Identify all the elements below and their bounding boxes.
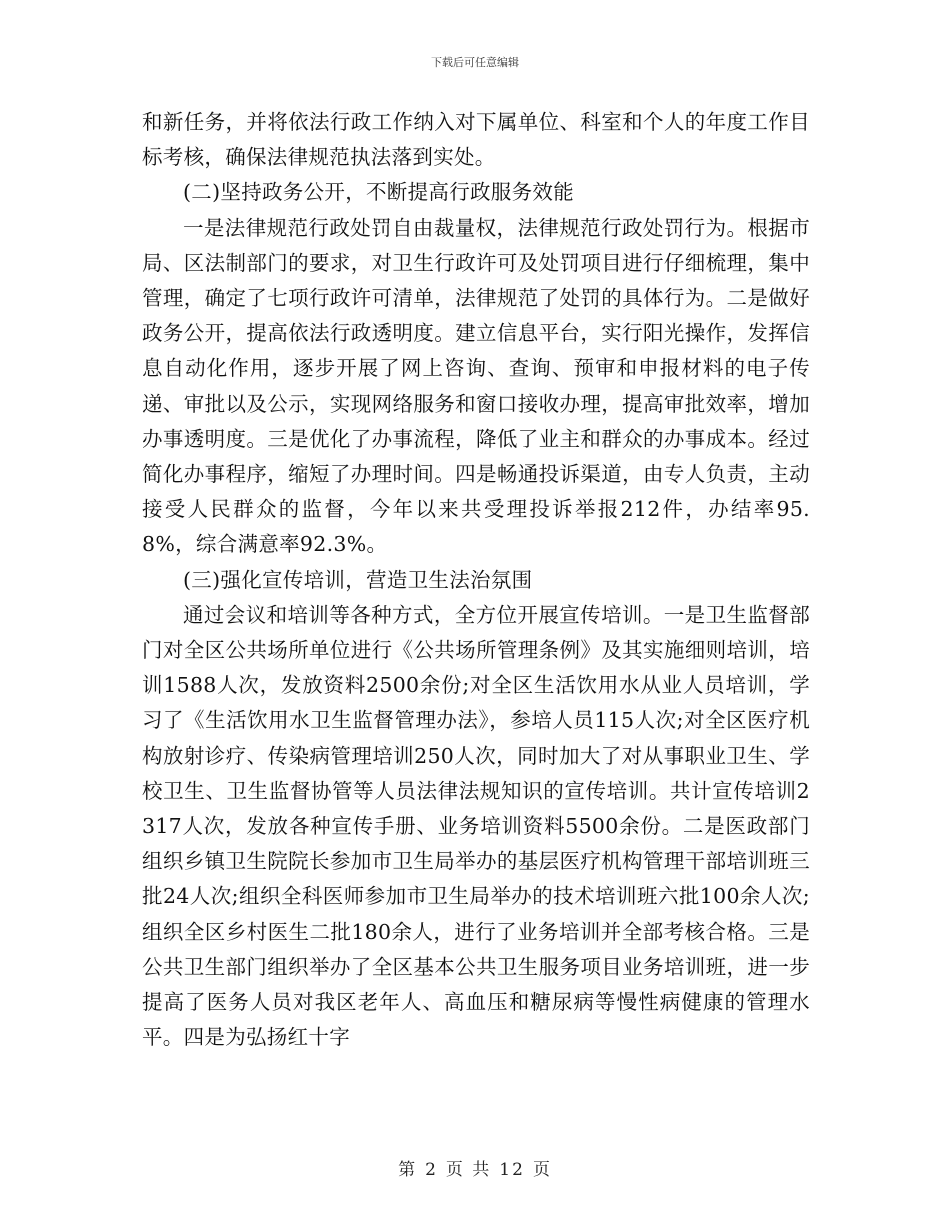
paragraph-2: 一是法律规范行政处罚自由裁量权，法律规范行政处罚行为。根据市局、区法制部门的要求，对卫生行政许可及处罚项目进行仔细梳理，集中管理，确定了七项行政许可清单，法律规范了处罚的具体行为。二是做好政务公开，提高依法行政透明度。建立信息平台，实行阳光操作，发挥信息自动化作用，逐步开展了网上咨询、查询、预审和申报材料的电子传递、审批以及公示，实现网络服务和窗口接收办理，提高审批效率，增加办事透明度。三是优化了办事流程，降低了业主和群众的办事成本。经过简化办事程序，缩短了办理时间。四是畅通投诉渠道，由专人负责，主动接受人民群众的监督，今年以来共受理投诉举报212件，办结率95.8%，综合满意率92.3%。 xyxy=(142,215,810,557)
footer-suffix: 页 xyxy=(532,1160,552,1180)
section-heading-2: (二)坚持政务公开，不断提高行政服务效能 xyxy=(183,180,574,205)
page-total: 12 xyxy=(499,1160,525,1180)
page-footer xyxy=(0,1155,950,1180)
paragraph-1: 和新任务，并将依法行政工作纳入对下属单位、科室和个人的年度工作目标考核，确保法律规范执法落到实处。 xyxy=(142,110,810,170)
page-header: 下载后可任意编辑 xyxy=(431,56,519,69)
section-heading-3: (三)强化宣传培训，营造卫生法治氛围 xyxy=(183,567,533,592)
paragraph-3: 通过会议和培训等各种方式，全方位开展宣传培训。一是卫生监督部门对全区公共场所单位进行《公共场所管理条例》及其实施细则培训，培训1588人次，发放资料2500余份;对全区生活饮用水从业人员培训，学习了《生活饮用水卫生监督管理办法》，参培人员115人次;对全区医疗机构放射诊疗、传染病管理培训250人次，同时加大了对从事职业卫生、学校卫生、卫生监督协管等人员法律法规知识的宣传培训。共计宣传培训2317人次，发放各种宣传手册、业务培训资料5500余份。二是医政部门组织乡镇卫生院院长参加市卫生局举办的基层医疗机构管理干部培训班三批24人次;组织全科医师参加市卫生局举办的技术培训班六批100余人次;组织全区乡村医生二批180余人，进行了业务培训并全部考核合格。三是公共卫生部门组织举办了全区基本公共卫生服务项目业务培训班，进一步提高了医务人员对我区老年人、高血压和糖尿病等慢性病健康的管理水平。四是为弘扬红十字 xyxy=(142,602,810,1050)
footer-prefix: 第 xyxy=(398,1160,418,1180)
page-number: 2 xyxy=(425,1160,438,1180)
footer-middle: 页 共 xyxy=(445,1160,492,1180)
document-body xyxy=(142,105,810,1055)
